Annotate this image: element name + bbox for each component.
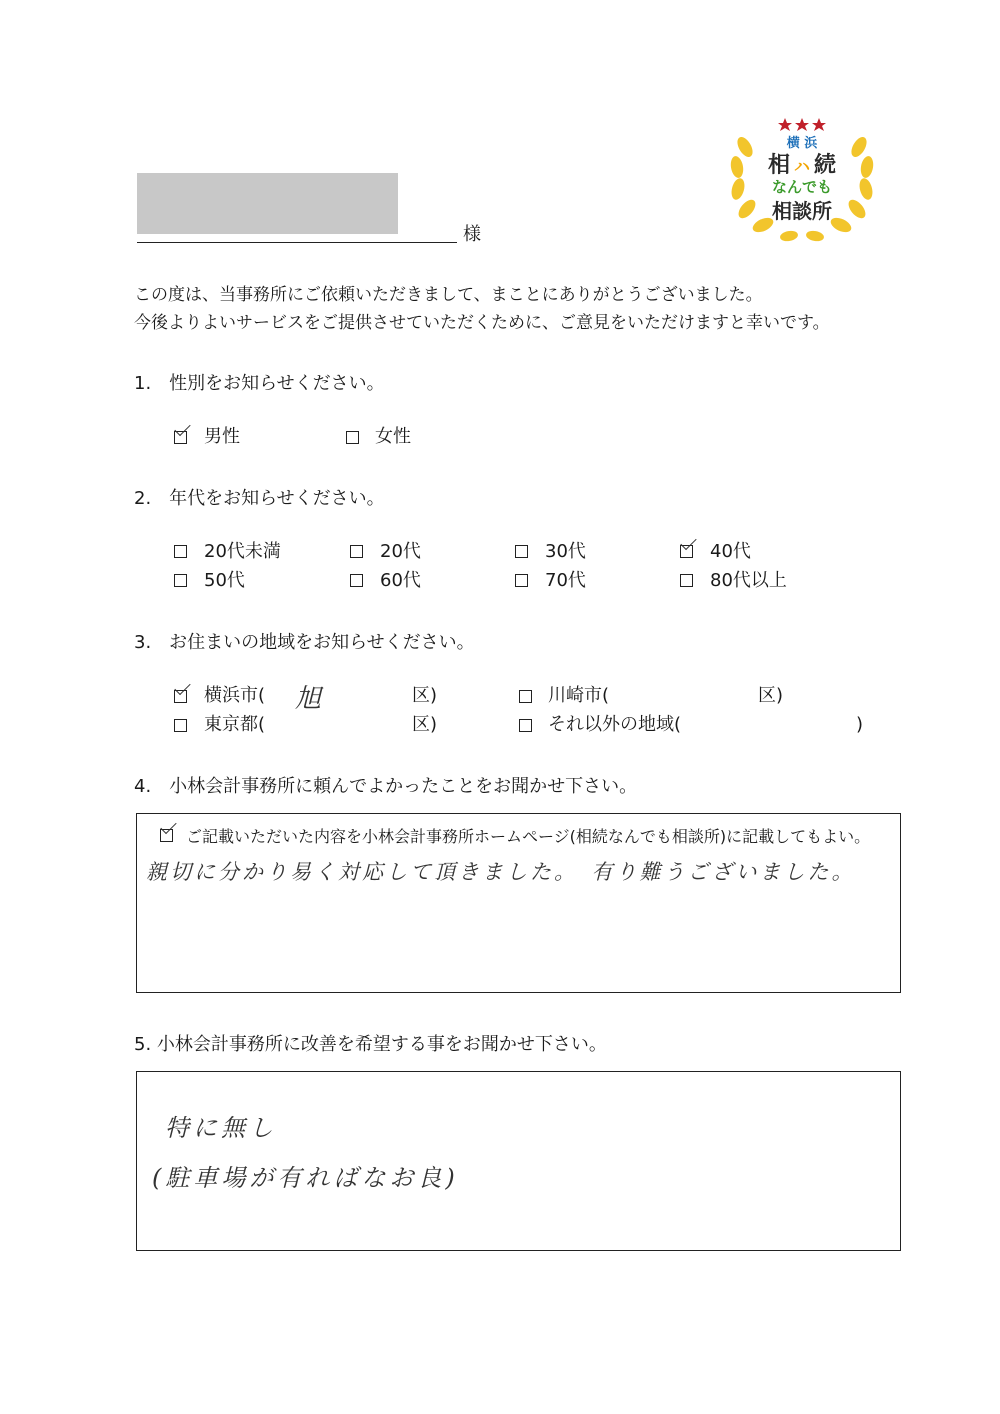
q3-kawasaki-suffix: 区) <box>758 685 784 706</box>
q4-title: 4. 小林会計事務所に頼んでよかったことをお聞かせ下さい。 <box>134 776 638 797</box>
q3-yokohama-written: 旭 <box>295 684 322 714</box>
q2-80plus-label: 80代以上 <box>710 570 787 591</box>
intro-line2: 今後よりよいサービスをご提供させていただくために、ご意見をいただけますと幸いです。 <box>134 313 830 333</box>
logo-line2a: 相 <box>767 153 790 178</box>
q5-answer-line2: (駐車場が有ればなお良) <box>152 1164 459 1192</box>
q4-consent-label: ご記載いただいた内容を小林会計事務所ホームページ(相続なんでも相談所)に記載してもよい。 <box>186 827 871 846</box>
q2-50s-checkbox[interactable] <box>174 574 187 587</box>
logo-line2 <box>727 148 877 179</box>
q2-50s-label: 50代 <box>204 570 245 591</box>
q2-60s-checkbox[interactable] <box>350 574 363 587</box>
q2-70s-label: 70代 <box>545 570 586 591</box>
q1-male-label: 男性 <box>204 426 240 447</box>
logo <box>727 112 877 242</box>
logo-line1: 横 浜 <box>786 136 818 151</box>
logo-line3: なんでも <box>771 178 832 196</box>
logo-line4: 相談所 <box>772 199 832 223</box>
q3-kawasaki-label: 川崎市( <box>548 685 610 706</box>
q2-30s-checkbox[interactable] <box>515 545 528 558</box>
q3-other-suffix: ) <box>856 714 864 735</box>
q4-answer-text: 親切に分かり易く対応して頂きました。 有り難うございました。 <box>146 860 856 884</box>
q3-title: 3. お住まいの地域をお知らせください。 <box>134 632 475 653</box>
q3-other-checkbox[interactable] <box>519 719 532 732</box>
q3-kawasaki-checkbox[interactable] <box>519 690 532 703</box>
q2-40s-label: 40代 <box>710 541 751 562</box>
q2-under20-checkbox[interactable] <box>174 545 187 558</box>
logo-connector-icon: ハ <box>793 157 810 176</box>
q1-female-checkbox[interactable] <box>346 431 359 444</box>
q2-title: 2. 年代をお知らせください。 <box>134 488 385 509</box>
q2-30s-label: 30代 <box>545 541 586 562</box>
q5-title: 5. 小林会計事務所に改善を希望する事をお聞かせ下さい。 <box>134 1034 607 1055</box>
q2-80plus-checkbox[interactable] <box>680 574 693 587</box>
q1-female-label: 女性 <box>375 426 411 447</box>
logo-line2b: 続 <box>814 153 837 178</box>
q3-tokyo-label: 東京都( <box>204 714 266 735</box>
q1-title: 1. 性別をお知らせください。 <box>134 373 385 394</box>
q3-yokohama-suffix: 区) <box>412 685 438 706</box>
q3-other-label: それ以外の地域( <box>548 714 682 735</box>
q2-under20-label: 20代未満 <box>204 541 281 562</box>
q2-20s-checkbox[interactable] <box>350 545 363 558</box>
q3-yokohama-label: 横浜市( <box>204 685 266 706</box>
intro-line1: この度は、当事務所にご依頼いただきまして、まことにありがとうございました。 <box>134 285 763 305</box>
q2-70s-checkbox[interactable] <box>515 574 528 587</box>
name-underline <box>137 242 457 243</box>
q2-60s-label: 60代 <box>380 570 421 591</box>
q2-20s-label: 20代 <box>380 541 421 562</box>
q3-tokyo-checkbox[interactable] <box>174 719 187 732</box>
honorific: 様 <box>463 224 481 245</box>
redacted-name <box>137 173 398 234</box>
q5-answer-line1: 特に無し <box>165 1114 277 1142</box>
q3-tokyo-suffix: 区) <box>412 714 438 735</box>
